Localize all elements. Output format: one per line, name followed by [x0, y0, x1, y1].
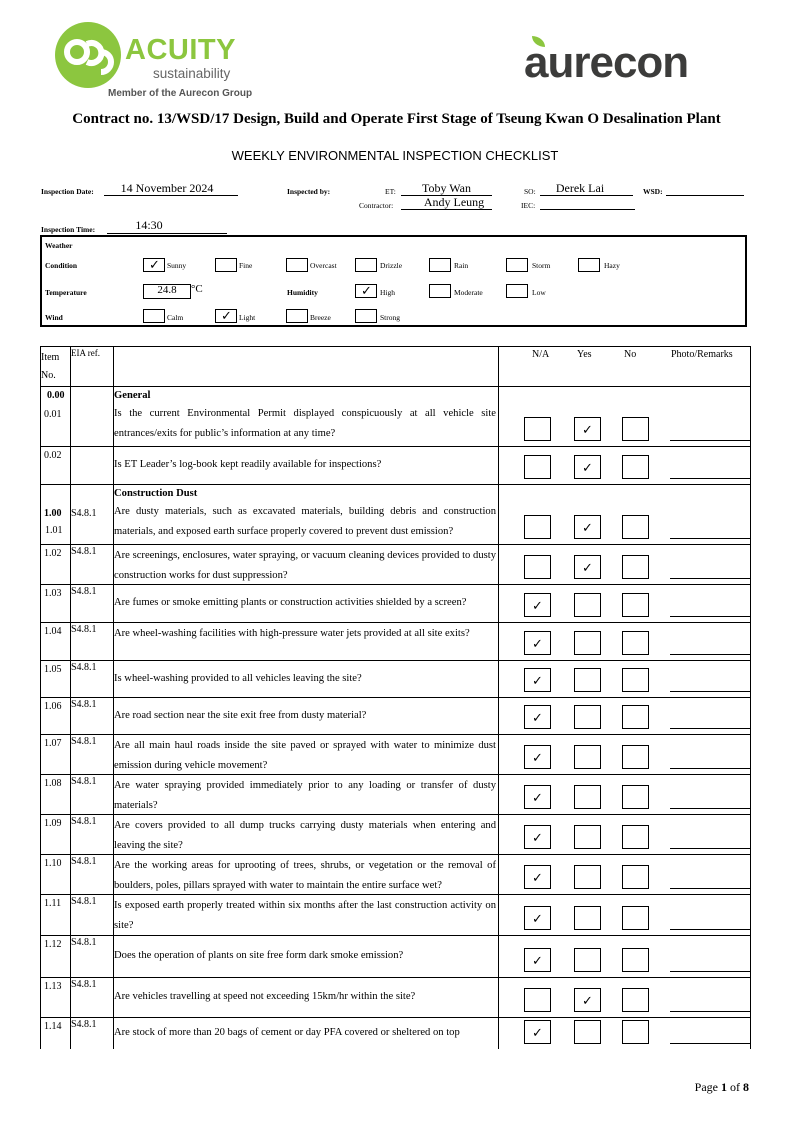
contractor-label: Contractor: — [359, 201, 394, 210]
temperature-unit: °C — [191, 283, 203, 295]
so-label: SO: — [524, 187, 536, 196]
item-number: 0.01 — [44, 409, 62, 420]
answer-yes-checkbox[interactable] — [574, 988, 601, 1012]
page-label: Page — [694, 1080, 718, 1094]
wind-calm-label: Calm — [167, 313, 184, 322]
wsd-label: WSD: — [643, 187, 663, 196]
item-number: 1.04 — [44, 626, 62, 637]
answer-no-checkbox[interactable] — [622, 631, 649, 655]
remarks-field[interactable] — [670, 478, 750, 479]
col-remarks-header: Photo/Remarks — [671, 349, 733, 360]
condition-label: Condition — [45, 261, 78, 270]
checkmark-icon: ✓ — [582, 461, 593, 476]
wsd-underline[interactable] — [666, 195, 744, 196]
checkmark-icon: ✓ — [532, 954, 543, 969]
question-text: Are the working areas for uprooting of trees, shrubs, or vegetation or the removal of boulders, poles, pillars sprayed with water to maintain the entire surface wet? — [114, 860, 496, 891]
answer-yes-checkbox[interactable] — [574, 906, 601, 930]
et-value[interactable]: Toby Wan — [422, 181, 471, 195]
eia-reference: S4.8.1 — [71, 856, 97, 867]
answer-yes-checkbox[interactable] — [574, 593, 601, 617]
wind-light-checkbox[interactable] — [215, 309, 237, 323]
question-text: Are screenings, enclosures, water spraying, or vacuum cleaning devices provided to dusty construction works for dust suppression? — [114, 550, 496, 581]
answer-na-checkbox[interactable] — [524, 785, 551, 809]
eia-reference: S4.8.1 — [71, 662, 97, 673]
acuity-member-text: Member of the Aurecon Group — [108, 88, 253, 99]
checkmark-icon: ✓ — [532, 1026, 543, 1041]
condition-storm-checkbox[interactable] — [506, 258, 528, 272]
question-text: Are covers provided to all dump trucks carrying dusty materials when entering and leaving the site? — [114, 820, 496, 851]
condition-rain-label: Rain — [454, 261, 469, 270]
remarks-field[interactable] — [670, 971, 750, 972]
answer-na-checkbox[interactable] — [524, 1020, 551, 1044]
item-number: 1.06 — [44, 701, 62, 712]
condition-rain-checkbox[interactable] — [429, 258, 451, 272]
answer-na-checkbox[interactable] — [524, 948, 551, 972]
inspection-time-label: Inspection Time: — [41, 225, 96, 234]
remarks-field[interactable] — [670, 538, 750, 539]
section-heading: Construction Dust — [114, 488, 198, 499]
condition-fine-label: Fine — [239, 261, 253, 270]
remarks-field[interactable] — [670, 578, 750, 579]
eia-reference: S4.8.1 — [71, 896, 97, 907]
acuity-emblem-icon — [55, 22, 121, 88]
remarks-field[interactable] — [670, 808, 750, 809]
temperature-value: 24.8 — [157, 284, 177, 296]
col-item-header: Item No. — [41, 352, 60, 381]
question-text: Is exposed earth properly treated within six months after the last construction activity on site? — [114, 900, 496, 931]
eia-reference: S4.8.1 — [71, 508, 97, 519]
checkmark-icon: ✓ — [532, 599, 543, 614]
acuity-name: ACUITY — [125, 34, 236, 66]
answer-yes-checkbox[interactable] — [574, 555, 601, 579]
answer-no-checkbox[interactable] — [622, 455, 649, 479]
answer-yes-checkbox[interactable] — [574, 1020, 601, 1044]
wind-strong-label: Strong — [380, 313, 401, 322]
question-text: Is the current Environmental Permit displayed conspicuously at all vehicle site entrances/exits for public’s information at any time? — [114, 408, 496, 439]
remarks-field[interactable] — [670, 440, 750, 441]
answer-no-checkbox[interactable] — [622, 1020, 649, 1044]
remarks-field[interactable] — [670, 1043, 750, 1044]
time-underline — [107, 233, 227, 234]
wind-calm-checkbox[interactable] — [143, 309, 165, 323]
answer-no-checkbox[interactable] — [622, 555, 649, 579]
col-no-header: No — [624, 349, 637, 360]
checkmark-icon: ✓ — [149, 258, 160, 273]
temperature-label: Temperature — [45, 288, 87, 297]
answer-yes-checkbox[interactable] — [574, 865, 601, 889]
et-label: ET: — [385, 187, 396, 196]
checkmark-icon: ✓ — [532, 912, 543, 927]
acuity-logo — [55, 22, 255, 102]
question-text: Are vehicles travelling at speed not exceeding 15km/hr within the site? — [114, 991, 416, 1002]
answer-yes-checkbox[interactable] — [574, 745, 601, 769]
condition-drizzle-label: Drizzle — [380, 261, 403, 270]
eia-reference: S4.8.1 — [71, 776, 97, 787]
answer-na-checkbox[interactable] — [524, 668, 551, 692]
col-yes-header: Yes — [577, 349, 592, 360]
page-number: 1 — [721, 1080, 727, 1094]
table-top-border — [40, 346, 751, 347]
weather-title: Weather — [45, 241, 73, 250]
answer-no-checkbox[interactable] — [622, 705, 649, 729]
answer-no-checkbox[interactable] — [622, 906, 649, 930]
remarks-field[interactable] — [670, 1011, 750, 1012]
question-text: Is ET Leader’s log-book kept readily available for inspections? — [114, 459, 382, 470]
wind-label: Wind — [45, 313, 63, 322]
condition-sunny-label: Sunny — [167, 261, 187, 270]
eia-reference: S4.8.1 — [71, 816, 97, 827]
remarks-field[interactable] — [670, 654, 750, 655]
eia-reference: S4.8.1 — [71, 624, 97, 635]
answer-no-checkbox[interactable] — [622, 593, 649, 617]
answer-na-checkbox[interactable] — [524, 417, 551, 441]
eia-reference: S4.8.1 — [71, 937, 97, 948]
answer-no-checkbox[interactable] — [622, 515, 649, 539]
item-number: 1.12 — [44, 939, 62, 950]
condition-sunny-checkbox[interactable] — [143, 258, 165, 272]
answer-yes-checkbox[interactable] — [574, 948, 601, 972]
section-number: 0.00 — [47, 390, 65, 401]
condition-overcast-checkbox[interactable] — [286, 258, 308, 272]
answer-no-checkbox[interactable] — [622, 785, 649, 809]
condition-storm-label: Storm — [532, 261, 551, 270]
answer-no-checkbox[interactable] — [622, 865, 649, 889]
humidity-low-checkbox[interactable] — [506, 284, 528, 298]
answer-na-checkbox[interactable] — [524, 593, 551, 617]
answer-na-checkbox[interactable] — [524, 825, 551, 849]
condition-fine-checkbox[interactable] — [215, 258, 237, 272]
checkmark-icon: ✓ — [361, 284, 372, 299]
question-text: Are dusty materials, such as excavated materials, building debris and construction materials, and exposed earth surface properly covered to prevent dust emission? — [114, 506, 496, 537]
answer-na-checkbox[interactable] — [524, 631, 551, 655]
question-text: Are stock of more than 20 bags of cement or day PFA covered or sheltered on top — [114, 1027, 460, 1038]
answer-na-checkbox[interactable] — [524, 705, 551, 729]
humidity-moderate-checkbox[interactable] — [429, 284, 451, 298]
answer-yes-checkbox[interactable] — [574, 515, 601, 539]
condition-hazy-checkbox[interactable] — [578, 258, 600, 272]
question-text: Is wheel-washing provided to all vehicles leaving the site? — [114, 673, 362, 684]
checkmark-icon: ✓ — [221, 309, 232, 324]
remarks-field[interactable] — [670, 848, 750, 849]
answer-yes-checkbox[interactable] — [574, 668, 601, 692]
item-number: 1.08 — [44, 778, 62, 789]
wind-breeze-label: Breeze — [310, 313, 331, 322]
eia-reference: S4.8.1 — [71, 699, 97, 710]
item-number: 1.05 — [44, 664, 62, 675]
eia-reference: S4.8.1 — [71, 979, 97, 990]
answer-na-checkbox[interactable] — [524, 988, 551, 1012]
item-number: 1.09 — [44, 818, 62, 829]
section-number: 1.00 — [44, 508, 62, 519]
contract-title: Contract no. 13/WSD/17 Design, Build and Operate First Stage of Tseung Kwan O Desalination Plant — [72, 111, 721, 127]
eia-reference: S4.8.1 — [71, 1019, 97, 1030]
col-eia-header: EIA ref. — [71, 348, 100, 358]
answer-na-checkbox[interactable] — [524, 906, 551, 930]
answer-no-checkbox[interactable] — [622, 745, 649, 769]
wind-light-label: Light — [239, 313, 256, 322]
so-value[interactable]: Derek Lai — [555, 181, 605, 195]
answer-na-checkbox[interactable] — [524, 555, 551, 579]
checkmark-icon: ✓ — [532, 831, 543, 846]
question-text: Are fumes or smoke emitting plants or construction activities shielded by a screen? — [114, 597, 467, 608]
item-number: 0.02 — [44, 450, 62, 461]
col-na-header: N/A — [532, 349, 550, 360]
acuity-subtitle: sustainability — [153, 66, 231, 81]
checkmark-icon: ✓ — [582, 423, 593, 438]
aurecon-wordmark: aurecon — [524, 38, 689, 87]
item-number: 1.03 — [44, 588, 62, 599]
question-text: Are water spraying provided immediately prior to any loading or transfer of dusty materials? — [114, 780, 496, 811]
remarks-field[interactable] — [670, 728, 750, 729]
iec-label: IEC: — [521, 201, 536, 210]
answer-no-checkbox[interactable] — [622, 417, 649, 441]
checkmark-icon: ✓ — [532, 751, 543, 766]
answer-yes-checkbox[interactable] — [574, 825, 601, 849]
question-text: Are wheel-washing facilities with high-pressure water jets provided at all site exits? — [114, 628, 470, 639]
inspection-date-label: Inspection Date: — [41, 187, 94, 196]
remarks-field[interactable] — [670, 616, 750, 617]
remarks-field[interactable] — [670, 768, 750, 769]
answer-yes-checkbox[interactable] — [574, 785, 601, 809]
answer-no-checkbox[interactable] — [622, 825, 649, 849]
humidity-high-checkbox[interactable] — [355, 284, 377, 298]
aurecon-logo — [524, 36, 744, 86]
iec-underline[interactable] — [540, 209, 635, 210]
answer-na-checkbox[interactable] — [524, 865, 551, 889]
question-text: Are road section near the site exit free from dusty material? — [114, 710, 367, 721]
answer-na-checkbox[interactable] — [524, 745, 551, 769]
condition-hazy-label: Hazy — [604, 261, 620, 270]
item-number: 1.14 — [44, 1021, 62, 1032]
checkmark-icon: ✓ — [582, 521, 593, 536]
checkmark-icon: ✓ — [532, 871, 543, 886]
condition-overcast-label: Overcast — [310, 261, 337, 270]
answer-na-checkbox[interactable] — [524, 515, 551, 539]
humidity-moderate-label: Moderate — [454, 288, 483, 297]
answer-yes-checkbox[interactable] — [574, 455, 601, 479]
answer-no-checkbox[interactable] — [622, 988, 649, 1012]
page-of: of — [730, 1080, 740, 1094]
answer-yes-checkbox[interactable] — [574, 631, 601, 655]
item-number: 1.07 — [44, 738, 62, 749]
answer-no-checkbox[interactable] — [622, 668, 649, 692]
answer-yes-checkbox[interactable] — [574, 417, 601, 441]
remarks-field[interactable] — [670, 888, 750, 889]
inspected-by-label: Inspected by: — [287, 187, 331, 196]
checkmark-icon: ✓ — [532, 791, 543, 806]
checkmark-icon: ✓ — [582, 994, 593, 1009]
humidity-high-label: High — [380, 288, 395, 297]
remarks-field[interactable] — [670, 691, 750, 692]
checkmark-icon: ✓ — [532, 711, 543, 726]
wind-strong-checkbox[interactable] — [355, 309, 377, 323]
checkmark-icon: ✓ — [532, 637, 543, 652]
item-number: 1.01 — [45, 525, 63, 536]
inspection-date-value[interactable]: 14 November 2024 — [120, 181, 214, 195]
item-number: 1.11 — [44, 898, 62, 909]
item-number: 1.02 — [44, 548, 62, 559]
wind-breeze-checkbox[interactable] — [286, 309, 308, 323]
condition-drizzle-checkbox[interactable] — [355, 258, 377, 272]
remarks-field[interactable] — [670, 929, 750, 930]
humidity-low-label: Low — [532, 288, 546, 297]
answer-yes-checkbox[interactable] — [574, 705, 601, 729]
checklist-title: WEEKLY ENVIRONMENTAL INSPECTION CHECKLIST — [231, 148, 559, 163]
section-heading: General — [114, 390, 151, 401]
page-total: 8 — [743, 1080, 749, 1094]
item-number: 1.13 — [44, 981, 62, 992]
humidity-label: Humidity — [287, 288, 318, 297]
inspection-time-value[interactable]: 14:30 — [135, 218, 163, 232]
answer-na-checkbox[interactable] — [524, 455, 551, 479]
question-text: Does the operation of plants on site free form dark smoke emission? — [114, 950, 404, 961]
answer-no-checkbox[interactable] — [622, 948, 649, 972]
eia-reference: S4.8.1 — [71, 586, 97, 597]
checkmark-icon: ✓ — [532, 674, 543, 689]
page-footer — [695, 1080, 749, 1095]
question-text: Are all main haul roads inside the site paved or sprayed with water to minimize dust emission during vehicle movement? — [114, 740, 496, 771]
item-number: 1.10 — [44, 858, 62, 869]
eia-reference: S4.8.1 — [71, 546, 97, 557]
eia-reference: S4.8.1 — [71, 736, 97, 747]
checkmark-icon: ✓ — [582, 561, 593, 576]
contractor-value[interactable]: Andy Leung — [423, 195, 485, 209]
